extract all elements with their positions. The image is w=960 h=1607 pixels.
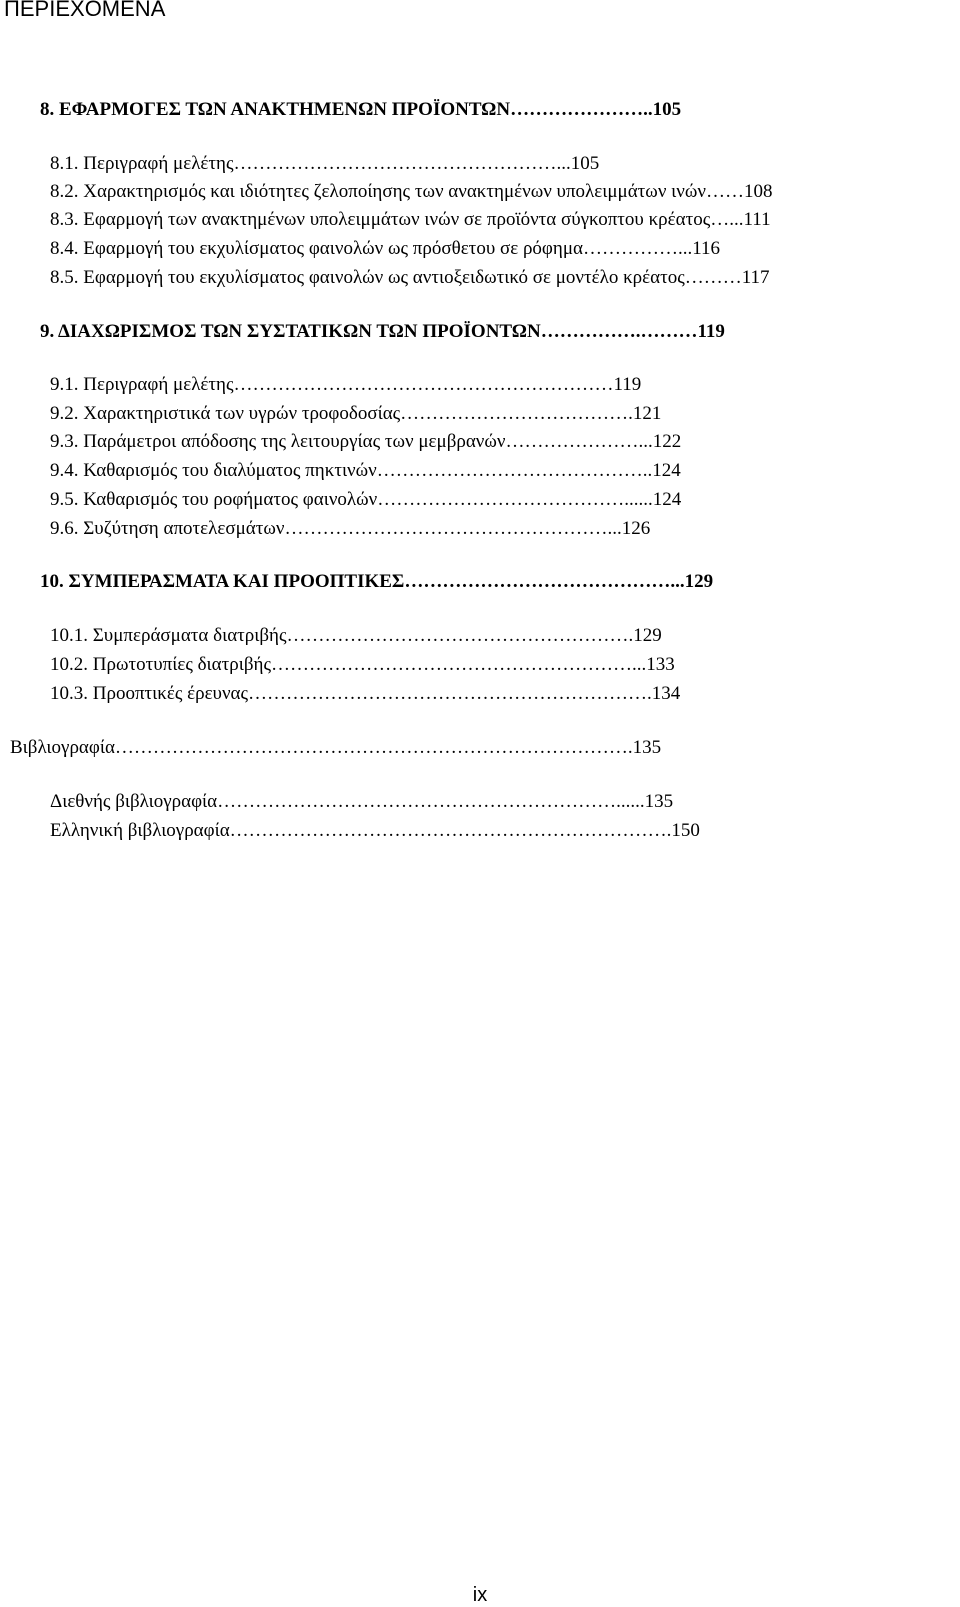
toc-entry-9-4[interactable]: 9.4. Καθαρισμός του διαλύματος πηκτινών……………………………………..124 <box>50 460 681 481</box>
toc-entry-9-1[interactable]: 9.1. Περιγραφή μελέτης……………………………………………………119 <box>50 374 642 395</box>
toc-entry-international-bibliography[interactable]: Διεθνής βιβλιογραφία………………………………………………………......135 <box>50 791 674 812</box>
toc-entry-greek-bibliography[interactable]: Ελληνική βιβλιογραφία…………………………………………………………….150 <box>50 820 700 841</box>
toc-entry-8-4[interactable]: 8.4. Εφαρμογή του εκχυλίσματος φαινολών ως πρόσθετου σε ρόφημα……………...116 <box>50 238 721 259</box>
toc-entry-10-1[interactable]: 10.1. Συμπεράσματα διατριβής……………………………………………….129 <box>50 625 662 646</box>
toc-entry-8-2[interactable]: 8.2. Χαρακτηρισμός και ιδιότητες ζελοποίησης των ανακτημένων υπολειμμάτων ινών……108 <box>50 181 773 202</box>
toc-entry-chapter-8[interactable]: 8. ΕΦΑΡΜΟΓΕΣ ΤΩΝ ΑΝΑΚΤΗΜΕΝΩΝ ΠΡΟΪΟΝΤΩΝ…………………..105 <box>40 99 682 120</box>
toc-entry-chapter-10[interactable]: 10. ΣΥΜΠΕΡΑΣΜΑΤΑ ΚΑΙ ΠΡΟΟΠΤΙΚΕΣ……………………………………...129 <box>40 571 714 592</box>
toc-entry-9-6[interactable]: 9.6. Συζύτηση αποτελεσμάτων……………………………………………...126 <box>50 518 651 539</box>
page-number: ix <box>472 1584 488 1606</box>
toc-entry-8-3[interactable]: 8.3. Εφαρμογή των ανακτημένων υπολειμμάτων ινών σε προϊόντα σύγκοπτου κρέατος…...111 <box>50 209 771 230</box>
toc-entry-9-2[interactable]: 9.2. Χαρακτηριστικά των υγρών τροφοδοσίας……………………………….121 <box>50 403 662 424</box>
toc-entry-10-2[interactable]: 10.2. Πρωτοτυπίες διατριβής…………………………………………………...133 <box>50 654 675 675</box>
page-title: ΠΕΡΙΕΧΟΜΕΝΑ <box>4 0 166 21</box>
toc-entry-10-3[interactable]: 10.3. Προοπτικές έρευνας……………………………………………………….134 <box>50 683 681 704</box>
toc-entry-9-3[interactable]: 9.3. Παράμετροι απόδοσης της λειτουργίας των μεμβρανών…………………...122 <box>50 431 682 452</box>
toc-entry-8-1[interactable]: 8.1. Περιγραφή μελέτης……………………………………………...105 <box>50 153 600 174</box>
toc-entry-chapter-9[interactable]: 9. ΔΙΑΧΩΡΙΣΜΟΣ ΤΩΝ ΣΥΣΤΑΤΙΚΩΝ ΤΩΝ ΠΡΟΪΟΝΤΩΝ…………….………119 <box>40 321 725 342</box>
toc-entry-8-5[interactable]: 8.5. Εφαρμογή του εκχυλίσματος φαινολών ως αντιοξειδωτικό σε μοντέλο κρέατος………117 <box>50 267 770 288</box>
toc-entry-bibliography[interactable]: Βιβλιογραφία……………………………………………………………………….135 <box>10 737 662 758</box>
toc-entry-9-5[interactable]: 9.5. Καθαρισμός του ροφήματος φαινολών…………………………………......124 <box>50 489 682 510</box>
